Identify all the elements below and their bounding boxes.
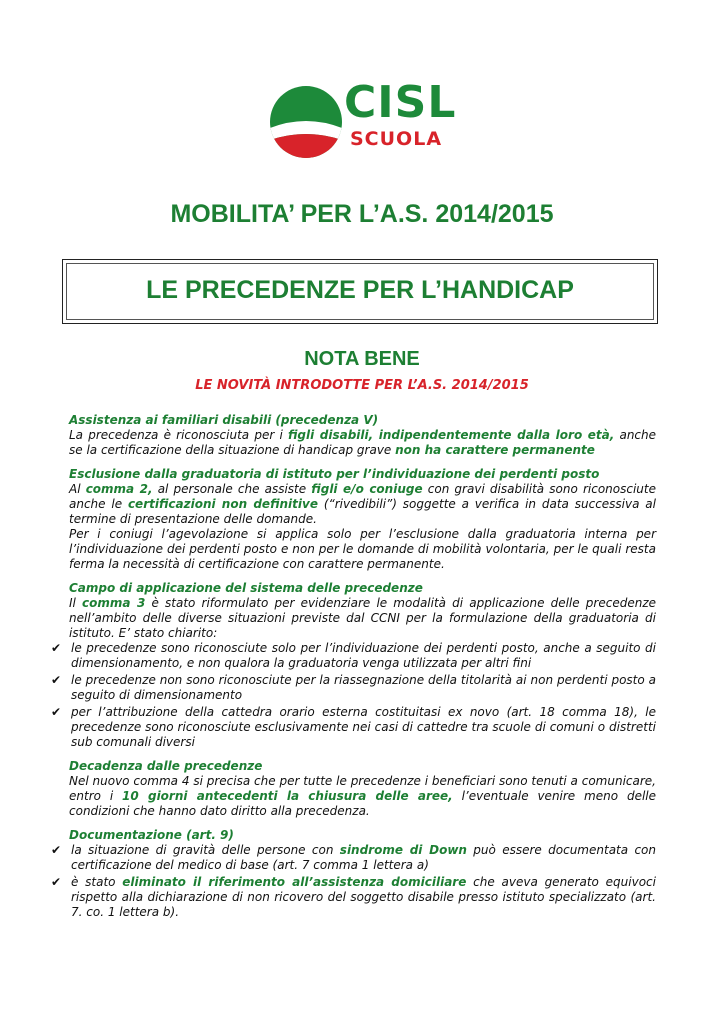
check-mark-icon: ✔: [51, 641, 62, 655]
check-mark-icon: ✔: [51, 673, 62, 687]
logo-scuola-text: SCUOLA: [350, 128, 443, 150]
list-item-text: per l’attribuzione della cattedra orario esterna costituitasi ex novo (art. 18 comma 18), le precedenze sono riconosciute esclusivamente nei casi di cattedre tra scuole di comuni o distretti sub comunali diversi: [71, 705, 656, 749]
section-assistenza: [69, 413, 656, 458]
highlight: eliminato il riferimento all’assistenza domiciliare: [122, 875, 467, 889]
section-documentazione: [51, 828, 656, 920]
section-decadenza: [69, 759, 656, 819]
text: la situazione di gravità delle persone con: [71, 843, 340, 857]
text: l’eventuale venire meno delle condizioni che hanno dato diritto alla precedenza.: [69, 789, 656, 818]
highlight: 10 giorni antecedenti la chiusura delle aree,: [122, 789, 453, 803]
highlight: comma 3: [82, 596, 146, 610]
novita-subheading: LE NOVITÀ INTRODOTTE PER L’A.S. 2014/2015: [195, 378, 529, 393]
text: al personale che assiste: [152, 482, 312, 496]
text: è stato riformulato per evidenziare le modalità di applicazione delle precedenze nell’ambito delle diverse situazioni previste dal CCNI per la formulazione della graduatoria di istituto. E’ stato chiarito:: [69, 596, 656, 640]
box-title: LE PRECEDENZE PER L’HANDICAP: [146, 276, 574, 304]
section-paragraph: [69, 774, 656, 819]
section-heading: Documentazione (art. 9): [69, 828, 234, 842]
text: con gravi disabilità sono riconosciute anche le: [69, 482, 656, 511]
list-item: [51, 673, 656, 703]
highlight: non ha carattere permanente: [395, 443, 595, 457]
section-heading: Assistenza ai familiari disabili (precedenza V): [69, 413, 379, 427]
list-item: [51, 875, 656, 920]
text: Il: [69, 596, 83, 610]
section-heading: Campo di applicazione del sistema delle precedenze: [69, 581, 423, 595]
list-item-text: le precedenze sono riconosciute solo per l’individuazione dei perdenti posto, anche a seguito di dimensionamento, e non qualora la graduatoria venga utilizzata per altri fini: [71, 641, 656, 670]
text: Nel nuovo comma 4 si precisa che per tutte le precedenze i beneficiari sono tenuti a comunicare, entro i: [69, 774, 656, 803]
bullet-list: [51, 843, 656, 920]
section-heading: Esclusione dalla graduatoria di istituto per l’individuazione dei perdenti posto: [69, 467, 600, 481]
text: che aveva generato equivoci rispetto alla dichiarazione di non ricovero del soggetto disabile presso istituto specializzato (art. 7. co. 1 lettera b).: [71, 875, 656, 919]
logo-emblem-icon: [270, 84, 342, 160]
section-campo: [51, 581, 656, 750]
check-mark-icon: ✔: [51, 705, 62, 719]
title-box: [62, 259, 658, 324]
list-item-text: le precedenze non sono riconosciute per la riassegnazione della titolarità ai non perdenti posto a seguito di dimensionamento: [71, 673, 656, 702]
list-item: [51, 705, 656, 750]
highlight: comma 2,: [85, 482, 153, 496]
document-body: [51, 413, 657, 929]
text: La precedenza è riconosciuta per i: [69, 428, 288, 442]
section-esclusione: [69, 467, 656, 572]
page-title: MOBILITA’ PER L’A.S. 2014/2015: [170, 200, 554, 228]
logo-cisl-text: CISL: [344, 77, 457, 128]
text: è stato: [71, 875, 123, 889]
nota-bene-heading: NOTA BENE: [304, 348, 420, 370]
bullet-list: [51, 641, 656, 750]
check-mark-icon: ✔: [51, 875, 62, 889]
text: può essere documentata con certificazione del medico di base (art. 7 comma 1 lettera a): [71, 843, 656, 872]
highlight: certificazioni non definitive: [127, 497, 318, 511]
section-heading: Decadenza dalle precedenze: [69, 759, 263, 773]
text: anche se la certificazione della situazione di handicap grave: [69, 428, 657, 457]
list-item: [51, 843, 656, 873]
text: (“rivedibili”) soggette a verifica in data successiva al termine di presentazione delle domande.: [69, 497, 656, 526]
text: Al: [69, 482, 86, 496]
highlight: figli disabili, indipendentemente dalla loro età,: [287, 428, 615, 442]
highlight: sindrome di Down: [339, 843, 467, 857]
list-item: [51, 641, 656, 671]
check-mark-icon: ✔: [51, 843, 62, 857]
section-paragraph: [69, 482, 656, 527]
section-paragraph: Per i coniugi l’agevolazione si applica solo per l’esclusione dalla graduatoria interna per l’individuazione dei perdenti posto e non per le domande di mobilità volontaria, per le quali resta ferma la necessità di certificazione con carattere permanente.: [69, 527, 656, 571]
highlight: figli e/o coniuge: [311, 482, 423, 496]
section-paragraph: [69, 428, 656, 458]
cisl-scuola-logo: [270, 77, 470, 160]
section-paragraph: [69, 596, 656, 641]
